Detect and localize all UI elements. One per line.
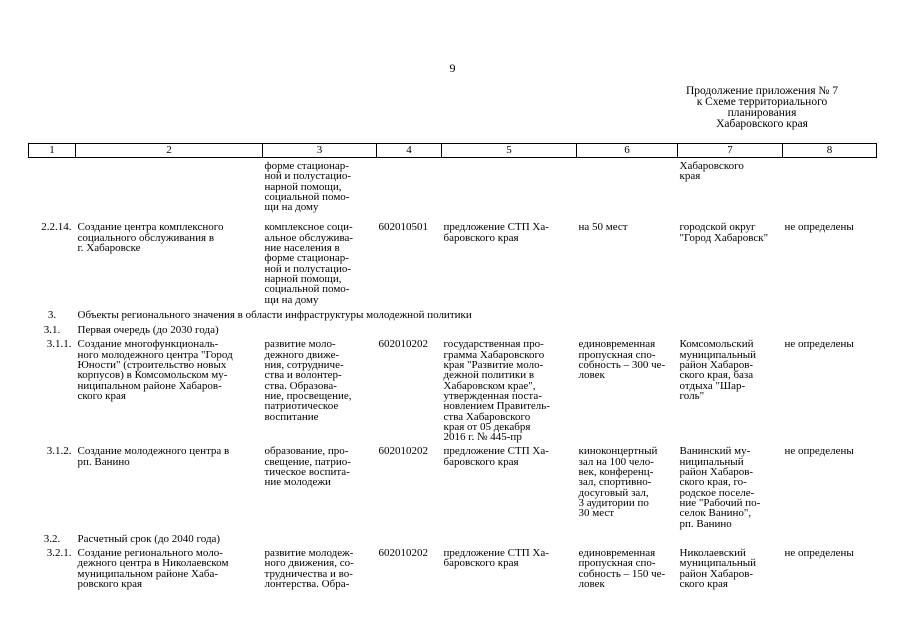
section-title: Первая очередь (до 2030 года)	[77, 324, 219, 337]
protected-zone: не определены	[784, 338, 854, 351]
section-number: 3.1.	[43, 324, 61, 337]
object-parameters: киноконцертный зал на 100 чело- век, конференц- зал, спортивно- досуговый зал, 3 аудитории по 30 мест	[578, 445, 658, 520]
annex-line-3: планирования	[727, 107, 797, 119]
object-purpose: развитие молодеж- ного движения, со- трудничества и во- лонтерства. Обра-	[264, 547, 354, 590]
basis-document	[442, 158, 577, 223]
object-location: городской округ "Город Хабаровск"	[679, 221, 769, 244]
object-name: Создание многофункциональ- ного молодежного центра "Город Юности" (строительство новых корпусов) в Комсомольском му- ниципальном районе Хабаров- ского края	[77, 338, 233, 402]
object-purpose: развитие моло- дежного движе- ния, сотрудниче- ства и волонтер- ства. Образова- ние, просвещение, патриотическое воспитание	[264, 338, 352, 423]
protected-zone: не определены	[784, 547, 854, 560]
section-number: 3.2.	[43, 532, 61, 545]
row-number	[29, 158, 76, 223]
object-name: Создание центра комплексного социального обслуживания в г. Хабаровске	[77, 221, 224, 255]
object-code: 602010202	[378, 445, 428, 458]
row-number: 3.1.2.	[46, 445, 72, 458]
table-row	[29, 158, 877, 223]
protected-zone: не определены	[784, 221, 854, 234]
protected-zone	[783, 158, 877, 223]
row-number: 2.2.14.	[41, 221, 72, 234]
annex-line-1: Продолжение приложения № 7	[685, 85, 839, 97]
section-row	[29, 324, 877, 339]
object-code	[377, 158, 442, 223]
header-cell: 7	[678, 144, 783, 158]
table-row	[29, 548, 877, 593]
table-header-row	[29, 144, 877, 158]
object-name	[76, 158, 263, 223]
header-cell: 2	[76, 144, 263, 158]
basis-document: предложение СТП Ха- баровского края	[443, 547, 549, 570]
object-code: 602010202	[378, 547, 428, 560]
table-row	[29, 339, 877, 446]
object-name: Создание молодежного центра в рп. Ванино	[77, 445, 230, 468]
header-cell: 4	[377, 144, 442, 158]
section-row	[29, 533, 877, 548]
annex-line-4: Хабаровского края	[716, 118, 808, 130]
header-cell: 1	[29, 144, 76, 158]
row-number: 3.2.1.	[46, 547, 72, 560]
object-name: Создание регионального моло- дежного центра в Николаевском муниципальном районе Хаба- ровского края	[77, 547, 229, 590]
section-row	[29, 309, 877, 324]
object-parameters: единовременная пропускная спо- собность – 300 че- ловек	[578, 338, 666, 382]
object-location: Николаевский муниципальный район Хабаров- ского края	[679, 547, 757, 590]
table-row	[29, 222, 877, 308]
object-parameters: на 50 мест	[578, 221, 628, 234]
basis-document: государственная про- грамма Хабаровского края "Развитие моло- дежной политики в Хабаровском крае", утвержденная поста- новлением Правитель- ства Хабаровского края от 05 декабря 2016 г. № 445-пр	[443, 338, 550, 444]
header-cell: 5	[442, 144, 577, 158]
object-location: Хабаровского края	[679, 160, 744, 183]
object-parameters: единовременная пропускная спо- собность – 150 че- ловек	[578, 547, 666, 590]
table-row	[29, 446, 877, 532]
annex-heading	[672, 86, 852, 130]
page-number: 9	[449, 61, 456, 75]
header-cell: 6	[577, 144, 678, 158]
object-parameters	[577, 158, 678, 223]
section-number: 3.	[47, 308, 57, 321]
object-purpose: форме стационар- ной и полустацио- нарной помощи, социальной помо- щи на дому	[264, 160, 352, 214]
object-location: Комсомольский муниципальный район Хабаров- ского края, база отдыха "Шар- голь"	[679, 338, 757, 402]
header-cell: 3	[263, 144, 377, 158]
object-purpose: образование, про- свещение, патрио- тическое воспита- ние молодежи	[264, 445, 351, 489]
row-number: 3.1.1.	[46, 338, 72, 351]
object-purpose: комплексное соци- альное обслужива- ние населения в форме стационар- ной и полустацио- нарной помощи, социальной помо- щи на дому	[264, 221, 354, 306]
object-code: 602010202	[378, 338, 428, 351]
object-location: Ванинский му- ниципальный район Хабаров- ского края, го- родское поселе- ние "Рабочий по- селок Ванино", рп. Ванино	[679, 445, 761, 530]
objects-table	[28, 143, 877, 593]
basis-document: предложение СТП Ха- баровского края	[443, 445, 549, 468]
annex-line-2: к Схеме территориального	[696, 96, 828, 108]
object-code: 602010501	[378, 221, 428, 234]
section-title: Расчетный срок (до 2040 года)	[77, 532, 221, 545]
protected-zone: не определены	[784, 445, 854, 458]
section-title: Объекты регионального значения в области инфраструктуры молодежной политики	[77, 308, 472, 321]
header-cell: 8	[783, 144, 877, 158]
basis-document: предложение СТП Ха- баровского края	[443, 221, 549, 244]
